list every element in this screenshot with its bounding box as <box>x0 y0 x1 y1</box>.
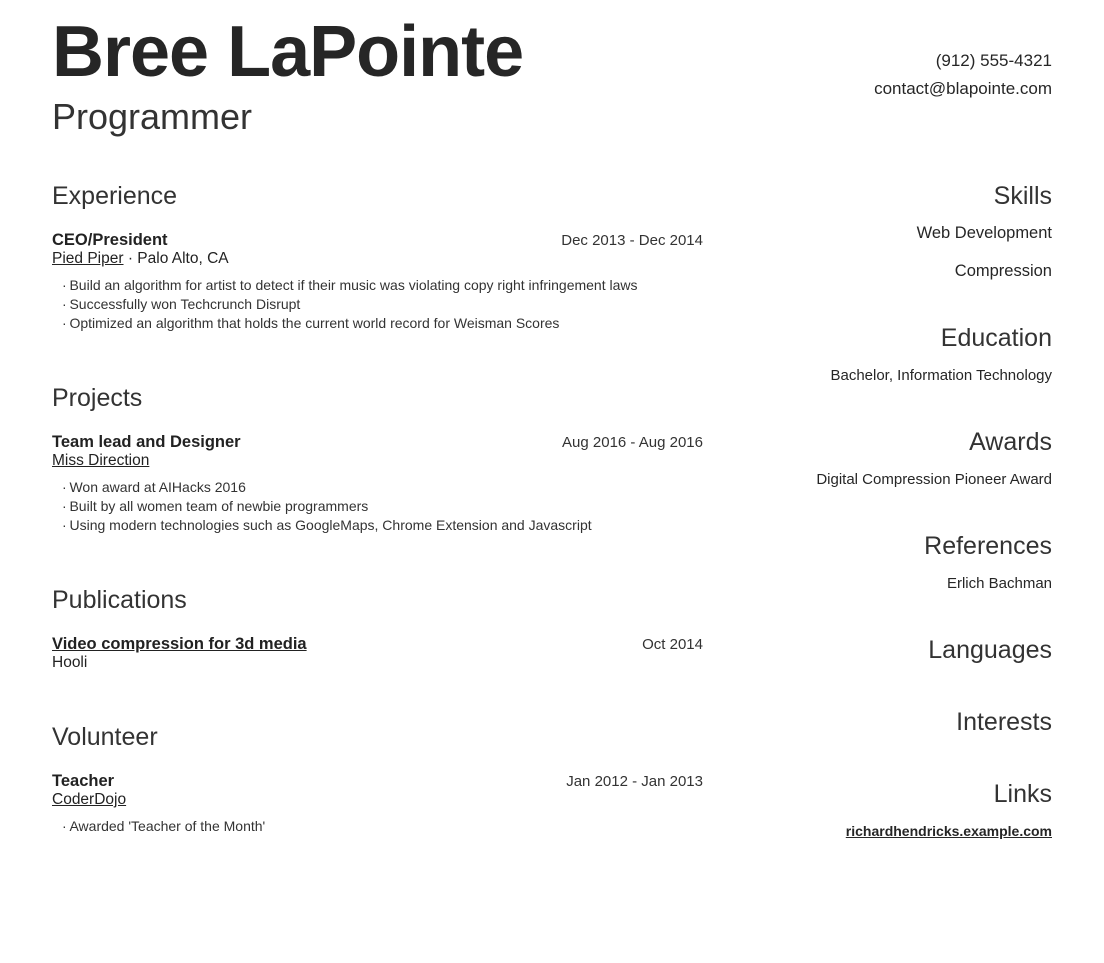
resume-header <box>52 14 1052 137</box>
section-languages <box>703 635 1052 665</box>
entry <box>52 231 703 333</box>
entry-title: CEO/President <box>52 231 168 249</box>
entry-location: · Palo Alto, CA <box>123 250 229 267</box>
side-item: Compression <box>954 262 1052 280</box>
highlight-list <box>52 817 703 836</box>
entry-date: Jan 2012 - Jan 2013 <box>566 773 703 790</box>
publication-title-link[interactable]: Video compression for 3d media <box>52 635 307 653</box>
section-links <box>703 779 1052 841</box>
highlight-item: · Won award at AIHacks 2016 <box>62 478 703 497</box>
section-heading: Education <box>940 324 1052 352</box>
side-item: Bachelor, Information Technology <box>830 367 1052 384</box>
section-heading: Publications <box>52 586 187 614</box>
identity-block <box>52 14 523 137</box>
section-volunteer <box>52 722 703 836</box>
side-item: Erlich Bachman <box>946 575 1052 592</box>
section-interests <box>703 707 1052 737</box>
organization-link[interactable]: CoderDojo <box>52 791 127 808</box>
person-name: Bree LaPointe <box>52 12 524 92</box>
entry <box>52 635 703 672</box>
entry-date: Aug 2016 - Aug 2016 <box>562 434 703 451</box>
person-role: Programmer <box>52 96 253 137</box>
contact-block <box>874 14 1052 103</box>
entry-subtitle <box>52 654 703 672</box>
phone-number: (912) 555-4321 <box>935 51 1052 70</box>
entry-subtitle <box>52 791 703 809</box>
entry-date: Oct 2014 <box>642 636 703 653</box>
entry-title: Teacher <box>52 772 115 790</box>
section-heading: Experience <box>52 182 178 210</box>
highlight-list <box>52 276 703 333</box>
entry-subtitle <box>52 250 703 268</box>
highlight-item: · Using modern technologies such as GoogleMaps, Chrome Extension and Javascript <box>62 516 703 535</box>
section-skills <box>703 181 1052 281</box>
section-experience <box>52 181 703 333</box>
main-column <box>52 181 703 886</box>
email-address: contact@blapointe.com <box>874 79 1052 98</box>
highlight-list <box>52 478 703 535</box>
highlight-item: · Optimized an algorithm that holds the current world record for Weisman Scores <box>62 314 703 333</box>
section-heading: Links <box>993 780 1052 808</box>
section-references <box>703 531 1052 593</box>
entry-date: Dec 2013 - Dec 2014 <box>561 232 703 249</box>
section-heading: Interests <box>956 708 1052 736</box>
section-heading: Volunteer <box>52 723 158 751</box>
section-publications <box>52 585 703 672</box>
organization-link[interactable]: Pied Piper <box>52 250 124 267</box>
section-heading: Awards <box>969 428 1052 456</box>
section-heading: Projects <box>52 384 143 412</box>
highlight-item: · Awarded 'Teacher of the Month' <box>62 817 703 836</box>
entry-header-row <box>52 772 703 791</box>
section-heading: References <box>924 532 1052 560</box>
external-link[interactable]: richardhendricks.example.com <box>845 823 1052 839</box>
side-item: Digital Compression Pioneer Award <box>816 471 1052 488</box>
highlight-item: · Build an algorithm for artist to detect if their music was violating copy right infringement laws <box>62 276 703 295</box>
organization-link[interactable]: Miss Direction <box>52 452 150 469</box>
entry-header-row <box>52 433 703 452</box>
side-column <box>703 181 1052 886</box>
publisher-name: Hooli <box>52 654 88 671</box>
side-item: Web Development <box>916 224 1052 242</box>
resume-body <box>52 181 1052 886</box>
section-education <box>703 323 1052 385</box>
entry <box>52 433 703 535</box>
highlight-item: · Successfully won Techcrunch Disrupt <box>62 295 703 314</box>
section-heading: Skills <box>993 182 1052 210</box>
entry-subtitle <box>52 452 703 470</box>
entry <box>52 772 703 836</box>
entry-title: Team lead and Designer <box>52 433 241 451</box>
section-awards <box>703 427 1052 489</box>
highlight-item: · Built by all women team of newbie programmers <box>62 497 703 516</box>
section-heading: Languages <box>928 636 1052 664</box>
entry-header-row <box>52 231 703 250</box>
section-projects <box>52 383 703 535</box>
entry-header-row <box>52 635 703 654</box>
